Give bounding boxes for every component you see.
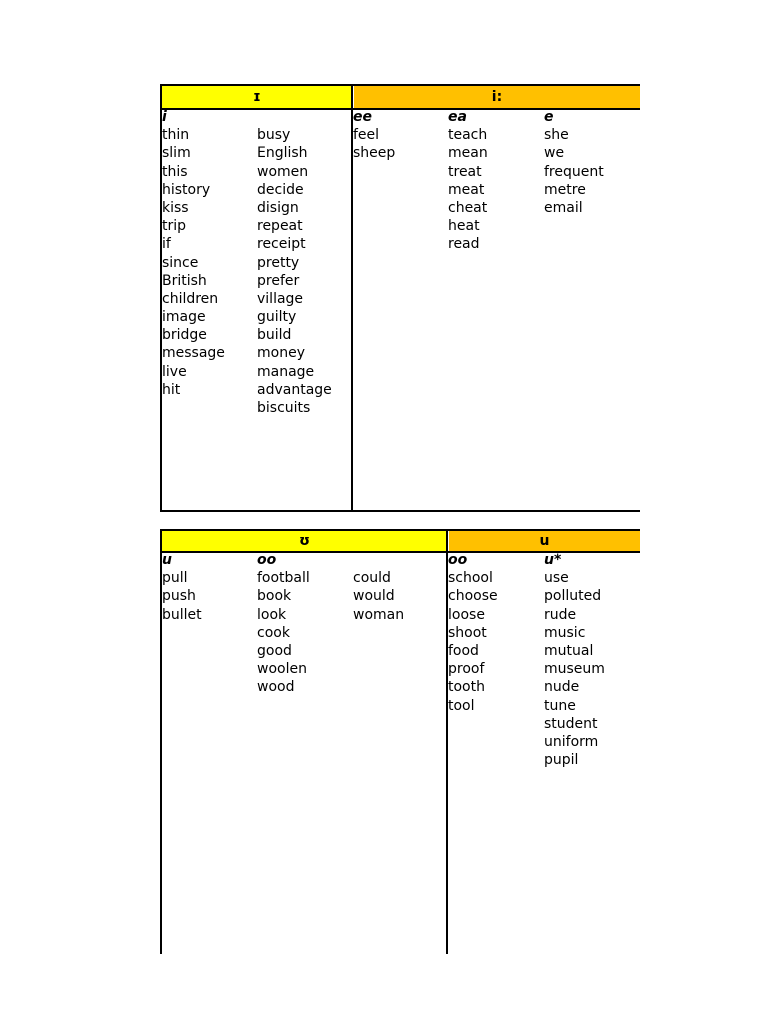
word: pretty [257, 254, 300, 271]
word: image [162, 309, 206, 326]
word: bullet [162, 606, 202, 623]
word: manage [257, 363, 315, 380]
word: woolen [257, 661, 307, 678]
header-short-i-label: ɪ [253, 89, 261, 105]
word-column-ee [353, 108, 395, 163]
word: build [257, 327, 292, 344]
word: guilty [257, 309, 297, 326]
word: treat [448, 163, 482, 180]
word: proof [448, 661, 485, 678]
header-short-u [162, 531, 447, 551]
word: money [257, 345, 305, 362]
column-subheading [257, 108, 332, 126]
header-short-i [162, 86, 352, 108]
word: kiss [162, 199, 189, 216]
table-bottom-border-right [353, 510, 640, 512]
word: hit [162, 381, 181, 398]
word: tool [448, 697, 475, 714]
word: busy [257, 127, 291, 144]
word: decide [257, 181, 304, 198]
header-long-i-label: i: [491, 89, 503, 105]
word: English [257, 145, 308, 162]
word: live [162, 363, 187, 380]
word: good [257, 642, 292, 659]
word: book [257, 588, 292, 605]
word: loose [448, 606, 485, 623]
word: teach [448, 127, 488, 144]
table-bottom-border [160, 510, 353, 512]
word: feel [353, 127, 380, 144]
word: metre [544, 181, 586, 198]
word: student [544, 715, 598, 732]
word-column-ea [448, 108, 488, 254]
word: receipt [257, 236, 306, 253]
word: tune [544, 697, 576, 714]
column-subheading: u [162, 552, 172, 568]
header-long-u-label: u [539, 533, 550, 549]
column-subheading: oo [448, 552, 468, 568]
word: since [162, 254, 199, 271]
word: advantage [257, 381, 332, 398]
word: uniform [544, 733, 599, 750]
word: music [544, 624, 586, 641]
word: food [448, 642, 479, 659]
word: cheat [448, 199, 488, 216]
word: disign [257, 199, 299, 216]
word: wood [257, 679, 295, 696]
word: bridge [162, 327, 207, 344]
column-subheading: oo [257, 552, 277, 568]
column-subheading: e [544, 109, 554, 125]
word: mean [448, 145, 488, 162]
word: use [544, 570, 569, 587]
vowel-table-short-long-u [160, 529, 640, 954]
column-subheading: i [162, 109, 167, 125]
word: slim [162, 145, 191, 162]
word: British [162, 272, 207, 289]
word: meat [448, 181, 485, 198]
word: choose [448, 588, 498, 605]
word: school [448, 570, 493, 587]
word-column-oo-short [257, 551, 310, 697]
word: repeat [257, 218, 303, 235]
word: email [544, 199, 583, 216]
vowel-table-short-long-i [160, 84, 640, 514]
word: museum [544, 661, 605, 678]
word: read [448, 236, 480, 253]
word: trip [162, 218, 187, 235]
column-subheading: ea [448, 109, 467, 125]
word: heat [448, 218, 480, 235]
word: if [162, 236, 171, 253]
word: thin [162, 127, 190, 144]
word: could [353, 570, 391, 587]
word: rude [544, 606, 577, 623]
column-subheading: ee [353, 109, 372, 125]
column-subheading: u* [544, 552, 562, 568]
word-column-i [162, 108, 225, 399]
word: look [257, 606, 287, 623]
word: woman [353, 606, 405, 623]
word: pull [162, 570, 188, 587]
word: she [544, 127, 569, 144]
word: cook [257, 624, 290, 641]
header-long-u [449, 531, 640, 551]
word: biscuits [257, 400, 311, 416]
word: football [257, 570, 310, 587]
header-short-u-label: ʊ [299, 533, 310, 549]
word: pupil [544, 752, 579, 769]
word-column-ould [353, 551, 404, 624]
word: women [257, 163, 309, 180]
word: shoot [448, 624, 487, 641]
word: mutual [544, 642, 594, 659]
word-column-u [162, 551, 202, 624]
word: frequent [544, 163, 604, 180]
header-long-i [354, 86, 640, 108]
word: history [162, 181, 211, 198]
word: prefer [257, 272, 300, 289]
word: nude [544, 679, 580, 696]
word: we [544, 145, 565, 162]
word: village [257, 290, 304, 307]
word-column-u-star [544, 551, 605, 769]
word: message [162, 345, 225, 362]
word-column-oo-long [448, 551, 498, 715]
word: would [353, 588, 395, 605]
word: sheep [353, 145, 396, 162]
word-column-e [544, 108, 604, 217]
column-subheading [353, 551, 404, 569]
word: this [162, 163, 188, 180]
word: push [162, 588, 196, 605]
word: polluted [544, 588, 602, 605]
word: tooth [448, 679, 485, 696]
word: children [162, 290, 219, 307]
word-column-i-other [257, 108, 332, 417]
